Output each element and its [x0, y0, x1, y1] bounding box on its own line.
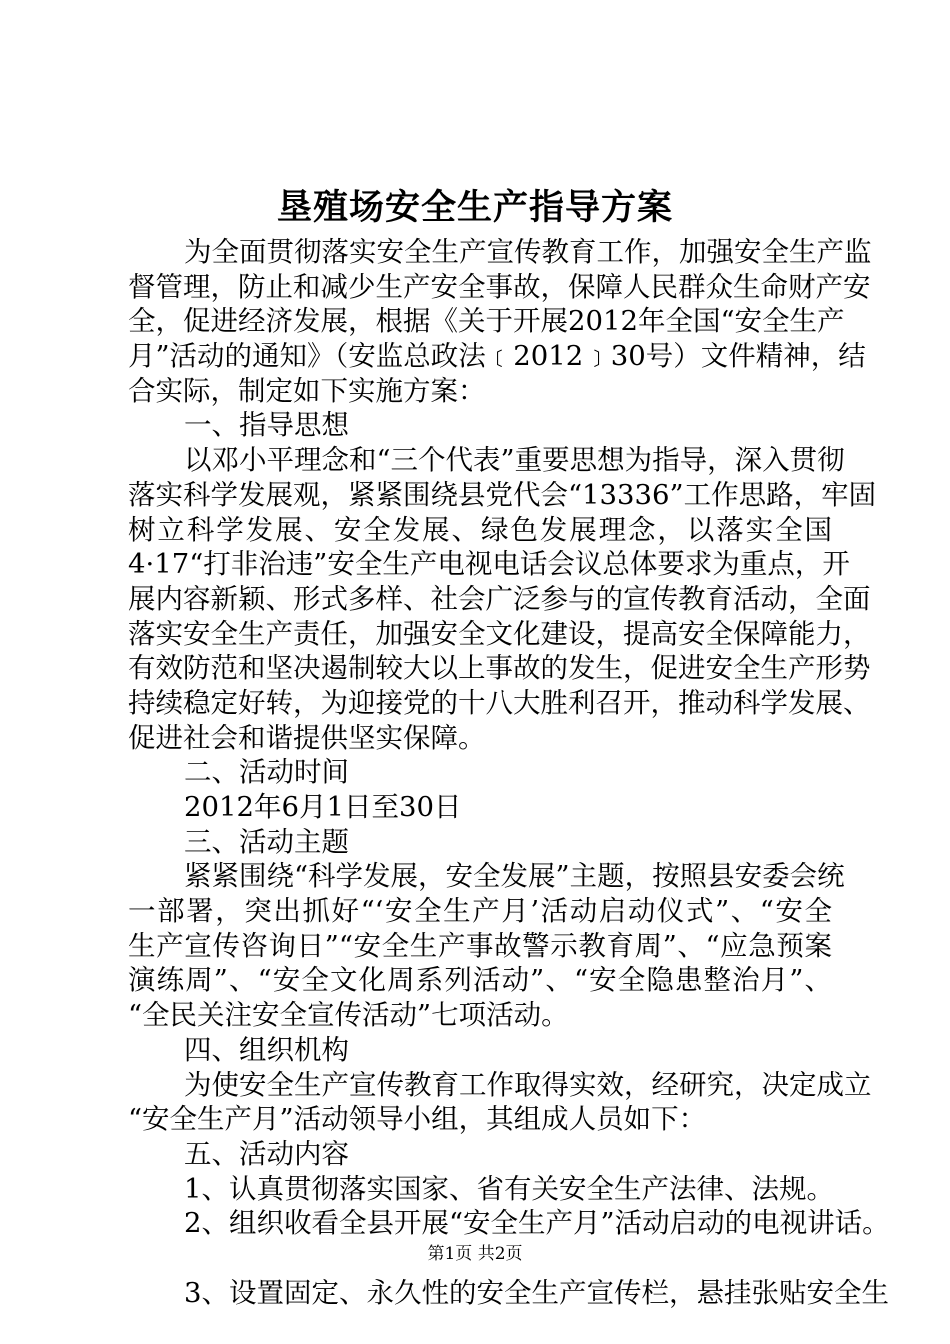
- paragraph-line: 为全面贯彻落实安全生产宣传教育工作，加强安全生产监: [184, 236, 872, 268]
- paragraph-line: 演练周”、“安全文化周系列活动”、“安全隐患整治月”、: [128, 964, 832, 997]
- paragraph-line: 树立科学发展、安全发展、绿色发展理念，以落实全国: [128, 513, 832, 546]
- document-body: [128, 235, 890, 1310]
- section-heading: 三、活动主题: [184, 825, 349, 858]
- paragraph-line: 以邓小平理念和“三个代表”重要思想为指导，深入贯彻: [184, 444, 845, 477]
- paragraph-line: 全，促进经济发展，根据《关于开展2012年全国“安全生产: [128, 305, 845, 338]
- paragraph-line: 落实安全生产责任，加强安全文化建设，提高安全保障能力，: [128, 617, 871, 650]
- section-heading: 二、活动时间: [184, 756, 349, 789]
- list-item: 3、设置固定、永久性的安全生产宣传栏，悬挂张贴安全生: [184, 1276, 889, 1309]
- paragraph-line: 促进社会和谐提供坚实保障。: [128, 721, 486, 754]
- document-title: 垦殖场安全生产指导方案: [276, 187, 673, 228]
- paragraph-line: 有效防范和坚决遏制较大以上事故的发生，促进安全生产形势: [128, 652, 871, 685]
- page-number-footer: 第1页 共2页: [427, 1244, 523, 1264]
- list-item: 2、组织收看全县开展“安全生产月”活动启动的电视讲话。: [184, 1207, 890, 1240]
- paragraph-line: 为使安全生产宣传教育工作取得实效，经研究，决定成立: [184, 1068, 872, 1101]
- paragraph-line: 月”活动的通知》（安监总政法﹝2012﹞30号）文件精神，结: [128, 340, 866, 373]
- paragraph-line: 持续稳定好转，为迎接党的十八大胜利召开，推动科学发展、: [128, 686, 871, 719]
- list-item: 1、认真贯彻落实国家、省有关安全生产法律、法规。: [184, 1172, 834, 1205]
- section-heading: 五、活动内容: [184, 1137, 349, 1170]
- paragraph-line: 生产宣传咨询日”“安全生产事故警示教育周”、“应急预案: [128, 929, 832, 962]
- section-heading: 一、指导思想: [184, 409, 349, 442]
- paragraph-line: 合实际，制定如下实施方案：: [128, 374, 486, 407]
- paragraph-line: 落实科学发展观，紧紧围绕县党代会“13336”工作思路，牢固: [128, 478, 877, 511]
- paragraph-line: 一部署，突出抓好“‘安全生产月’活动启动仪式”、“安全: [128, 895, 832, 928]
- paragraph-line: 紧紧围绕“科学发展，安全发展”主题，按照县安委会统: [184, 860, 845, 893]
- paragraph-line: “安全生产月”活动领导小组，其组成人员如下：: [128, 1103, 707, 1136]
- paragraph-line: 展内容新颖、形式多样、社会广泛参与的宣传教育活动，全面: [128, 582, 871, 615]
- paragraph-line: 督管理，防止和减少生产安全事故，保障人民群众生命财产安: [128, 270, 871, 303]
- paragraph-line: 4·17“打非治违”安全生产电视电话会议总体要求为重点，开: [128, 548, 850, 581]
- section-heading: 四、组织机构: [184, 1033, 349, 1066]
- paragraph-line: “全民关注安全宣传活动”七项活动。: [128, 999, 569, 1032]
- paragraph-line: 2012年6月1日至30日: [184, 791, 462, 823]
